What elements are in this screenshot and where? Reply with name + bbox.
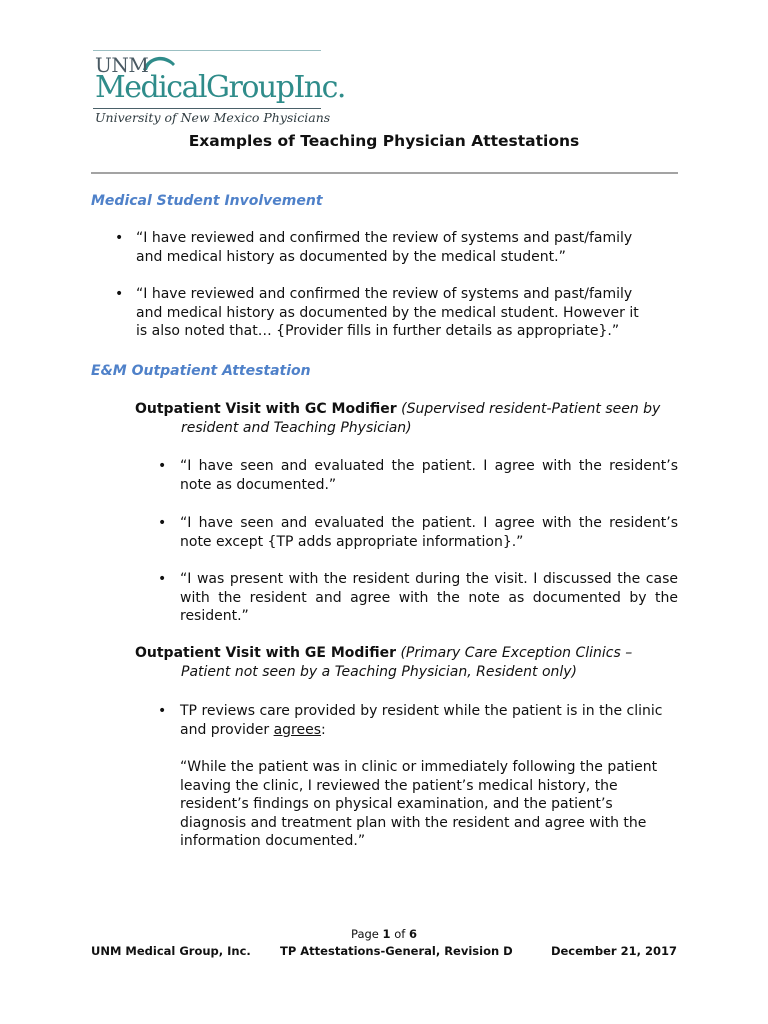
page-word: Page bbox=[351, 927, 379, 941]
page-number bbox=[0, 927, 768, 941]
page-total: 6 bbox=[408, 927, 417, 941]
list-item bbox=[158, 514, 678, 551]
gc-modifier-title: Outpatient Visit with GC Modifier bbox=[135, 401, 397, 417]
ge-modifier-note-line2: Patient not seen by a Teaching Physician, Resident only) bbox=[181, 664, 578, 680]
logo-unm-text: UNM bbox=[95, 53, 149, 77]
list-item-text: “I have reviewed and confirmed the review of systems and past/family and medical history as documented by the medical student. However it is also noted that… {Provider fills in further details as appropriate}.” bbox=[136, 286, 639, 339]
bullet-icon: • bbox=[158, 571, 167, 587]
list-item-text bbox=[158, 702, 678, 739]
ge-modifier-heading bbox=[135, 644, 675, 682]
ge-bullet-agrees: agrees bbox=[273, 721, 322, 738]
list-item bbox=[115, 229, 645, 266]
section-heading-medical-student: Medical Student Involvement bbox=[91, 193, 323, 209]
footer-document-revision: TP Attestations-General, Revision D bbox=[280, 944, 513, 958]
list-item-text: “I have seen and evaluated the patient. I agree with the resident’s note except {TP adds appropriate information}.” bbox=[180, 515, 678, 550]
bullet-icon: • bbox=[158, 515, 167, 531]
ge-attestation-quote: “While the patient was in clinic or immediately following the patient leaving the clinic, I reviewed the patient’s medical history, the resident’s findings on physical examination, and the patient’s diagnosis and treatment plan with the resident and agree with the information documented.” bbox=[180, 759, 658, 849]
list-item-text: “I was present with the resident during the visit. I discussed the case with the resident and agree with the note as documented by the resident.” bbox=[180, 571, 678, 624]
document-title: Examples of Teaching Physician Attestations bbox=[188, 132, 580, 150]
ge-modifier-note: (Primary Care Exception Clinics – bbox=[400, 645, 633, 661]
ge-bullet-text: TP reviews care provided by resident while the patient is in the clinic and provider bbox=[180, 703, 663, 738]
bullet-icon: • bbox=[115, 286, 124, 302]
list-item-text: “I have reviewed and confirmed the review of systems and past/family and medical history as documented by the medical student.” bbox=[136, 230, 633, 265]
list-item bbox=[158, 702, 678, 739]
footer-organization: UNM Medical Group, Inc. bbox=[91, 944, 251, 958]
logo-top-rule bbox=[93, 50, 321, 51]
page-of: of bbox=[394, 927, 406, 941]
page-current: 1 bbox=[382, 927, 391, 941]
title-divider bbox=[91, 172, 678, 174]
bullet-icon: • bbox=[115, 230, 124, 246]
logo-divider bbox=[93, 108, 321, 109]
ge-modifier-title: Outpatient Visit with GE Modifier bbox=[135, 645, 396, 661]
list-item bbox=[115, 285, 645, 341]
list-item bbox=[158, 457, 678, 494]
bullet-icon: • bbox=[158, 703, 167, 719]
list-item bbox=[158, 570, 678, 626]
bullet-icon: • bbox=[158, 458, 167, 474]
ge-bullet-colon: : bbox=[321, 721, 326, 738]
gc-modifier-note: (Supervised resident-Patient seen by bbox=[401, 401, 661, 417]
list-item-text: “I have seen and evaluated the patient. I agree with the resident’s note as documented.” bbox=[180, 458, 678, 493]
gc-modifier-heading bbox=[135, 400, 675, 438]
logo-medical-group-text: MedicalGroupInc. bbox=[95, 70, 345, 105]
section-heading-em-outpatient: E&M Outpatient Attestation bbox=[91, 363, 311, 379]
gc-modifier-note-line2: resident and Teaching Physician) bbox=[181, 420, 412, 436]
footer-date: December 21, 2017 bbox=[550, 944, 677, 958]
company-logo bbox=[93, 50, 345, 130]
logo-tagline: University of New Mexico Physicians bbox=[95, 110, 331, 125]
